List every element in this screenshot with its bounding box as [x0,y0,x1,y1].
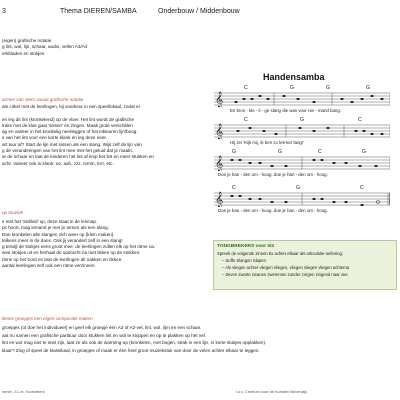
tongbreker-item: – Suffe Slangen Slapen [222,258,266,263]
chord: G [366,85,371,91]
tongbrekers-box [213,240,397,290]
section2-body [2,219,155,269]
section1-line: g de veranderingen van het lint mee met het geluid dat je maakt. [2,148,134,154]
section1-line: ag en variëer in het kronkelig neerleggen of het inkleuren lijn/boog. [2,129,138,135]
section2-line: telkens meer in de dans. Ook jij verandert zelf in een slang! [2,237,123,243]
tongbrekers-title: TONGBREKERS voor 3/4 [217,244,274,249]
section2-line: wee stokjes uit en herhaal de opdracht na met tikken op de stokken. [2,250,141,256]
svg-text:𝄞: 𝄞 [215,156,224,171]
svg-text:𝄞: 𝄞 [215,124,224,139]
section3-title: kleine groepjes een eigen compositie maken [2,316,93,321]
section1-body [2,104,154,167]
tongbreker-text: Zeven zwarte zwanen zwemmen zonder zorgen zingend naar zee [225,272,348,277]
section2-title: op muziek [2,210,23,215]
section3-body [2,324,266,354]
chord: C [244,85,248,91]
chord: C [244,117,248,123]
section2-line: s met het 'Sisllied' op, deze staat in de lesmap. [2,219,98,224]
section1-line: traks met de klas gaat 'sissen' en zingen. Maak grote verschillen [2,122,133,128]
intro-line: (eigen) grafische notatie [2,38,52,43]
section1-line: acht. Varieer ook in klank: oe, aah, zzz, mmm, krrr, etc. [2,160,114,166]
section1-title: armen van stem vanuit grafische notatie [2,97,84,102]
section3-line: lint en wol mag niet te snel zijn, laat ze als ook de warming-up (kronkelen, met bogen, strak in een lijn, in korte stukjes opplakken). [2,340,267,345]
tongbrekers-intro: Spreek de volgende zinnen 5x achter elkaar als articulatie-oefening: [217,251,343,256]
chord: C [318,149,322,155]
level-label: Onderbouw / Middenbouw [158,8,240,15]
footer-author: mmer, J.L.m. Toorsetters [2,389,45,394]
song-title: Handensamba [263,72,325,82]
section1-line: s van het lint voor een korte klank en leg deze neer. [2,135,107,141]
chord: G [278,149,283,155]
section1-line: en leg dit lint (kronkelend) op de vloer. Het lint wordt de grafische [2,116,135,122]
section3-line: aat nu samen een grafische partituur door stukken lint en wol te knippen en op te plakken op het vel. [2,332,207,338]
tongbreker-text: Als vliegen achter vliegen vliegen, vliegen vliegen vliegen achterna [225,265,350,270]
intro-line: erkbladen en stokjes [2,50,45,56]
intro-line: g lint, wol, lijn, schaar, audio, vellen A3/A4 [2,44,88,50]
section2-line: ps hoort, mag iemand je met je armen als een slang. [2,225,109,231]
section1-line: ar de schaar en laat de kinderen het lint af knip het lint en meer stukken en [2,154,154,160]
music-staff [214,191,390,207]
section2-line: ritme op het bord en laat de leerlingen dit nakken en tikken. [2,256,123,262]
section3-line: groepjes (of doe het individueel) en geef elk groepje één A3 of A2-vel, lint, wol, lijm en een schaar. [2,325,202,330]
tongbreker-item: – Als vliegen achter vliegen vliegen, vliegen vliegen vliegen achterna [222,265,350,270]
page-number: 3 [2,8,6,15]
chord: G [296,185,301,191]
music-staff [214,91,390,107]
lyrics-line: En kron - kle - li - ge slang die was voor nie - mand bang. [230,108,342,113]
lyrics-line: Doe je han - den om - hoog. doe je han - den om - hoog. [218,208,328,213]
section2-line: Dan kronkelen alle slangen zich weer op (klein maken). [2,231,115,237]
section1-line: art tuur af? Start de lijn met sissen als een slang. Wijs zelf de lijn van [2,141,142,147]
chord: C [360,185,364,191]
section3-line: klaar? Zing of speel de klassikaal, in groepjes of maak er één heel groot muziekstuk van door de velen achter elkaar te leggen. [2,347,260,353]
chord: C [358,117,362,123]
chord: G [232,149,237,155]
tongbreker-text: Suffe Slangen Slapen [225,258,266,263]
lyrics-line: Doe je han - den om - hoog. doe je han - den om - hoog. [218,172,328,177]
svg-text:𝄞: 𝄞 [215,92,224,107]
chord: G [300,117,305,123]
chord: G [362,149,367,155]
theme-title: Thema DIEREN/SAMBA [60,8,137,15]
music-staff [214,155,390,171]
svg-text:𝄞: 𝄞 [215,192,224,207]
section2-line: g terwijl de stokjes eens groot mee, de leerlingen zullen elk op het ritme na. [2,244,156,250]
chord: G [290,85,295,91]
chord: C [232,185,236,191]
lyrics-line: Hij zei 'Kijk mij, ik ben zo lek-ker lang!' [230,140,304,145]
footer-organization: l.o.v. Centrum voor de Kunsten Beverwijk [236,389,308,394]
chord: G [326,85,331,91]
intro-block [2,38,87,57]
section1-line: ale cirkel met de leerlingen, bij voorkeur in een speellokaal, zodat er [2,104,141,109]
tongbreker-item: – Zeven zwarte zwanen zwemmen zonder zorgen zingend naar zee [222,272,348,277]
section2-line: aantal leerlingen zelf ook een ritme verzinnen. [2,263,96,269]
music-staff [214,123,390,139]
